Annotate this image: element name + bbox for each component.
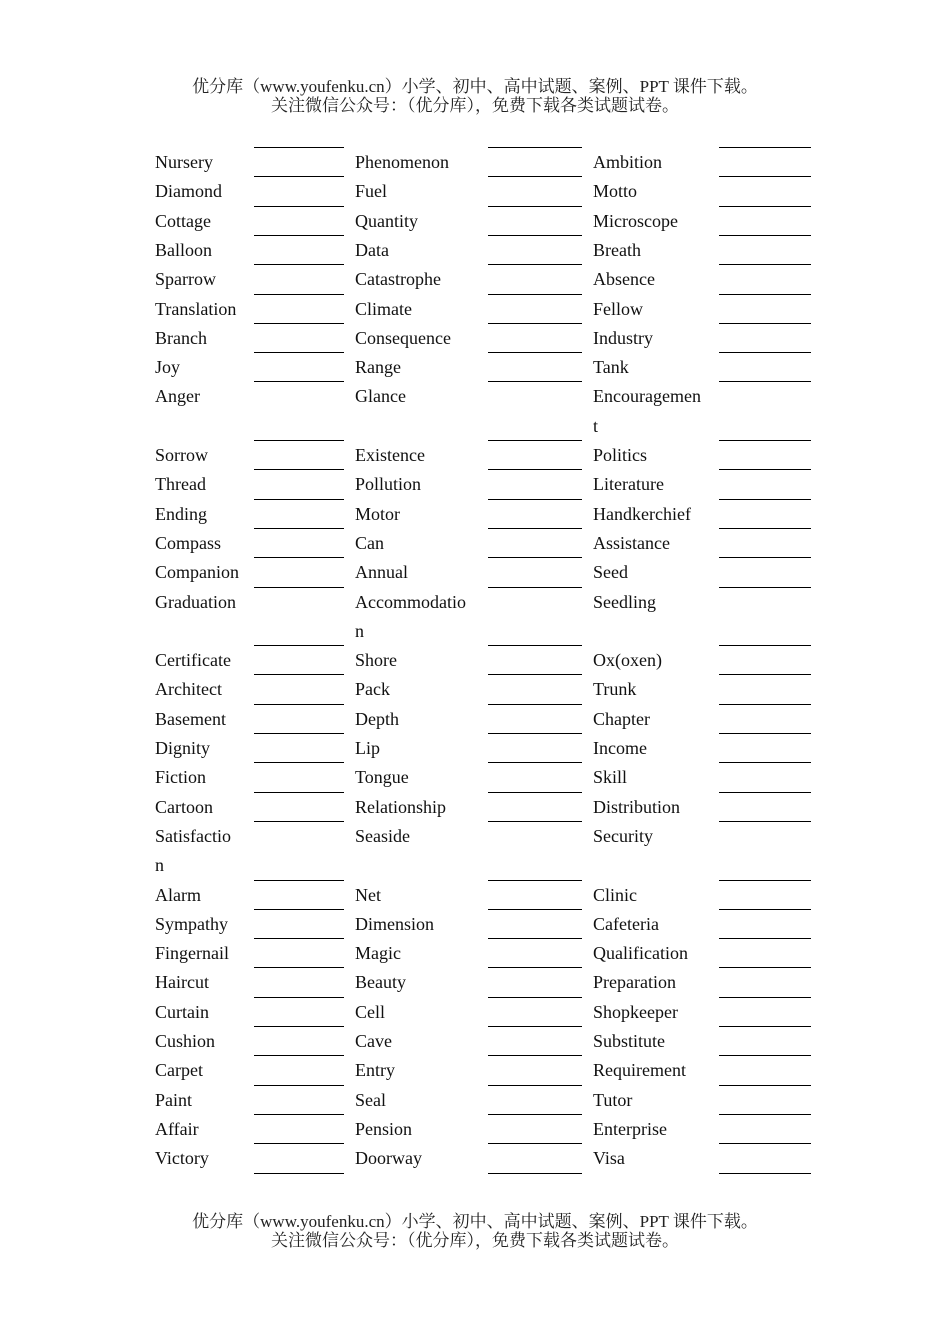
- vocab-word: Income: [593, 738, 647, 758]
- answer-blank[interactable]: [254, 557, 344, 558]
- vocab-word: Skill: [593, 767, 628, 788]
- answer-blank[interactable]: [719, 264, 811, 265]
- vocab-word: Phenomenon: [355, 152, 449, 172]
- vocab-word: Can: [355, 532, 384, 553]
- answer-blank[interactable]: [488, 1085, 582, 1086]
- answer-blank[interactable]: [254, 1026, 344, 1027]
- answer-blank[interactable]: [254, 323, 344, 324]
- footer-line-1: 优分库（www.youfenku.cn）小学、初中、高中试题、案例、PPT 课件下载。: [192, 1212, 758, 1231]
- answer-blank[interactable]: [254, 909, 344, 910]
- vocab-word: Climate: [355, 298, 412, 319]
- answer-blank[interactable]: [254, 704, 344, 705]
- vocab-word: Catastrophe: [355, 269, 441, 290]
- vocab-word: Ambition: [593, 152, 663, 172]
- vocab-word: Relationship: [355, 796, 446, 817]
- vocab-word: Chapter: [593, 708, 650, 729]
- vocab-word: Thread: [155, 474, 206, 495]
- answer-blank[interactable]: [719, 440, 811, 441]
- vocab-word: Pack: [355, 679, 390, 700]
- answer-blank[interactable]: [254, 762, 344, 763]
- vocab-word: Victory: [155, 1148, 209, 1169]
- answer-blank[interactable]: [719, 880, 811, 881]
- vocab-word: Sorrow: [155, 445, 208, 465]
- vocab-word: Tutor: [593, 1089, 633, 1110]
- vocab-word: Entry: [355, 1060, 395, 1081]
- answer-blank[interactable]: [719, 557, 811, 558]
- answer-blank[interactable]: [488, 1173, 582, 1174]
- vocab-word: Clinic: [593, 884, 637, 905]
- answer-blank[interactable]: [719, 294, 811, 295]
- vocab-word: Range: [355, 357, 401, 378]
- answer-blank[interactable]: [488, 909, 582, 910]
- vocab-word-continuation: n: [155, 855, 164, 876]
- vocab-word: Cushion: [155, 1031, 216, 1051]
- answer-blank[interactable]: [488, 967, 582, 968]
- answer-blank[interactable]: [254, 499, 344, 500]
- vocab-word: Diamond: [155, 181, 222, 202]
- vocab-word: Existence: [355, 445, 425, 465]
- vocab-word: Breath: [593, 239, 641, 260]
- vocab-word: Security: [593, 825, 653, 846]
- vocab-word: Qualification: [593, 943, 688, 964]
- vocab-word: Affair: [155, 1118, 199, 1139]
- answer-blank[interactable]: [488, 704, 582, 705]
- vocab-word: Depth: [355, 708, 399, 729]
- vocab-word: Fuel: [355, 181, 388, 202]
- vocab-word: Haircut: [155, 972, 209, 993]
- answer-blank[interactable]: [488, 1143, 582, 1144]
- answer-blank[interactable]: [719, 469, 811, 470]
- answer-blank[interactable]: [719, 381, 811, 382]
- vocab-word: Annual: [355, 562, 408, 583]
- vocab-word: Ox(oxen): [593, 650, 662, 671]
- vocab-word: Sparrow: [155, 269, 216, 290]
- header-line-1: 优分库（www.youfenku.cn）小学、初中、高中试题、案例、PPT 课件下载。: [192, 77, 758, 96]
- answer-blank[interactable]: [254, 1173, 344, 1174]
- answer-blank[interactable]: [488, 264, 582, 265]
- vocab-word: Fellow: [593, 298, 644, 319]
- answer-blank[interactable]: [254, 469, 344, 470]
- vocab-word: Data: [355, 239, 389, 260]
- answer-blank[interactable]: [254, 967, 344, 968]
- vocab-word: Satisfactio: [155, 825, 231, 846]
- vocab-word: Tongue: [355, 767, 409, 788]
- answer-blank[interactable]: [719, 704, 811, 705]
- vocab-word: Lip: [355, 738, 380, 758]
- answer-blank[interactable]: [254, 733, 344, 734]
- answer-blank[interactable]: [719, 206, 811, 207]
- vocab-word: Sympathy: [155, 913, 229, 934]
- answer-blank[interactable]: [488, 557, 582, 558]
- answer-blank[interactable]: [488, 469, 582, 470]
- vocab-word: Fingernail: [155, 943, 229, 964]
- vocab-word: Translation: [155, 298, 237, 319]
- answer-blank[interactable]: [488, 235, 582, 236]
- answer-blank[interactable]: [488, 176, 582, 177]
- vocab-word: Cottage: [155, 210, 211, 231]
- vocab-word: Net: [355, 884, 381, 905]
- answer-blank[interactable]: [488, 674, 582, 675]
- vocab-word: Basement: [155, 708, 226, 729]
- vocab-word: Accommodatio: [355, 591, 466, 612]
- vocab-word: Literature: [593, 474, 664, 495]
- vocab-word: Ending: [155, 503, 207, 524]
- vocab-word: Seedling: [593, 591, 656, 612]
- vocab-word: Requirement: [593, 1060, 686, 1081]
- answer-blank[interactable]: [488, 880, 582, 881]
- answer-blank[interactable]: [719, 997, 811, 998]
- answer-blank[interactable]: [254, 147, 344, 148]
- vocab-word-continuation: t: [593, 415, 599, 436]
- vocab-word: Paint: [155, 1089, 193, 1110]
- answer-blank[interactable]: [719, 645, 811, 646]
- vocab-word: Motto: [593, 181, 638, 202]
- answer-blank[interactable]: [254, 1143, 344, 1144]
- answer-blank[interactable]: [488, 733, 582, 734]
- vocab-word: Microscope: [593, 210, 678, 231]
- answer-blank[interactable]: [719, 176, 811, 177]
- answer-blank[interactable]: [488, 206, 582, 207]
- vocab-word: Cartoon: [155, 796, 213, 817]
- vocab-word: Cafeteria: [593, 913, 659, 934]
- answer-blank[interactable]: [254, 440, 344, 441]
- answer-blank[interactable]: [488, 381, 582, 382]
- answer-blank[interactable]: [488, 294, 582, 295]
- answer-blank[interactable]: [488, 440, 582, 441]
- vocab-word: Seal: [355, 1089, 386, 1110]
- vocab-word: Absence: [593, 269, 655, 290]
- answer-blank[interactable]: [719, 1143, 811, 1144]
- answer-blank[interactable]: [719, 499, 811, 500]
- vocab-word: Branch: [155, 327, 207, 348]
- page-footer: [0, 1212, 950, 1250]
- vocab-word: Anger: [155, 386, 200, 407]
- vocab-word: Glance: [355, 386, 406, 407]
- answer-blank[interactable]: [719, 352, 811, 353]
- vocab-word: Doorway: [355, 1148, 422, 1169]
- vocab-word: Trunk: [593, 679, 637, 700]
- answer-blank[interactable]: [719, 587, 811, 588]
- answer-blank[interactable]: [719, 674, 811, 675]
- answer-blank[interactable]: [254, 294, 344, 295]
- answer-blank[interactable]: [488, 323, 582, 324]
- answer-blank[interactable]: [254, 381, 344, 382]
- answer-blank[interactable]: [488, 587, 582, 588]
- answer-blank[interactable]: [254, 674, 344, 675]
- vocab-word: Seaside: [355, 825, 410, 846]
- vocab-word: Quantity: [355, 210, 418, 231]
- answer-blank[interactable]: [719, 1026, 811, 1027]
- answer-blank[interactable]: [488, 821, 582, 822]
- answer-blank[interactable]: [254, 792, 344, 793]
- footer-line-2: 关注微信公众号：（优分库），免费下载各类试题试卷。: [271, 1231, 679, 1250]
- header-line-2: 关注微信公众号：（优分库），免费下载各类试题试卷。: [271, 96, 679, 115]
- answer-blank[interactable]: [254, 206, 344, 207]
- answer-blank[interactable]: [719, 1055, 811, 1056]
- answer-blank[interactable]: [488, 499, 582, 500]
- answer-blank[interactable]: [254, 938, 344, 939]
- vocab-word: Cell: [355, 1001, 385, 1022]
- answer-blank[interactable]: [719, 147, 811, 148]
- vocab-word: Graduation: [155, 591, 236, 612]
- vocab-word: Politics: [593, 445, 648, 465]
- answer-blank[interactable]: [719, 1173, 811, 1174]
- answer-blank[interactable]: [254, 587, 344, 588]
- answer-blank[interactable]: [488, 792, 582, 793]
- vocab-word: Fiction: [155, 767, 207, 788]
- answer-blank[interactable]: [488, 147, 582, 148]
- vocab-word: Consequence: [355, 327, 451, 348]
- vocab-word: Shore: [355, 650, 397, 671]
- answer-blank[interactable]: [719, 528, 811, 529]
- vocab-word: Preparation: [593, 972, 676, 993]
- answer-blank[interactable]: [488, 997, 582, 998]
- answer-blank[interactable]: [254, 1055, 344, 1056]
- answer-blank[interactable]: [254, 264, 344, 265]
- answer-blank[interactable]: [254, 528, 344, 529]
- answer-blank[interactable]: [254, 1085, 344, 1086]
- answer-blank[interactable]: [254, 997, 344, 998]
- vocab-word: Dimension: [355, 913, 434, 934]
- vocab-word: Dignity: [155, 738, 211, 758]
- answer-blank[interactable]: [488, 938, 582, 939]
- vocab-word: Distribution: [593, 796, 681, 817]
- vocab-word: Tank: [593, 357, 629, 378]
- vocab-word: Compass: [155, 532, 222, 553]
- answer-blank[interactable]: [254, 235, 344, 236]
- vocab-word: Pension: [355, 1118, 413, 1139]
- answer-blank[interactable]: [719, 792, 811, 793]
- answer-blank[interactable]: [488, 645, 582, 646]
- answer-blank[interactable]: [488, 762, 582, 763]
- vocab-word: Nursery: [155, 152, 213, 172]
- vocab-word: Handkerchief: [593, 503, 691, 524]
- vocab-word: Carpet: [155, 1060, 203, 1081]
- vocab-word: Industry: [593, 327, 653, 348]
- vocab-word: Seed: [593, 562, 628, 583]
- answer-blank[interactable]: [719, 938, 811, 939]
- answer-blank[interactable]: [719, 323, 811, 324]
- vocab-word: Balloon: [155, 239, 212, 260]
- answer-blank[interactable]: [488, 1026, 582, 1027]
- vocab-word: Encouragemen: [593, 386, 701, 407]
- vocab-word: Motor: [355, 503, 400, 524]
- answer-blank[interactable]: [719, 762, 811, 763]
- answer-blank[interactable]: [488, 1114, 582, 1115]
- answer-blank[interactable]: [254, 645, 344, 646]
- answer-blank[interactable]: [254, 880, 344, 881]
- answer-blank[interactable]: [254, 176, 344, 177]
- vocab-word: Shopkeeper: [593, 1001, 678, 1022]
- answer-blank[interactable]: [254, 1114, 344, 1115]
- vocab-word: Pollution: [355, 474, 422, 495]
- vocab-word-continuation: n: [355, 620, 364, 641]
- answer-blank[interactable]: [719, 967, 811, 968]
- vocab-word: Companion: [155, 562, 239, 583]
- vocab-word: Alarm: [155, 884, 201, 905]
- answer-blank[interactable]: [488, 1055, 582, 1056]
- answer-blank[interactable]: [719, 821, 811, 822]
- answer-blank[interactable]: [254, 821, 344, 822]
- vocab-word: Joy: [155, 357, 181, 378]
- answer-blank[interactable]: [719, 1114, 811, 1115]
- answer-blank[interactable]: [488, 352, 582, 353]
- vocab-word: Visa: [593, 1148, 625, 1169]
- vocab-word: Architect: [155, 679, 222, 700]
- vocab-word: Cave: [355, 1031, 392, 1051]
- answer-blank[interactable]: [719, 733, 811, 734]
- vocab-word: Curtain: [155, 1001, 209, 1022]
- vocab-word: Beauty: [355, 972, 406, 993]
- vocab-word: Magic: [355, 943, 401, 964]
- answer-blank[interactable]: [719, 235, 811, 236]
- answer-blank[interactable]: [719, 1085, 811, 1086]
- answer-blank[interactable]: [719, 909, 811, 910]
- answer-blank[interactable]: [254, 352, 344, 353]
- vocab-word: Substitute: [593, 1031, 666, 1051]
- vocab-word: Enterprise: [593, 1118, 667, 1139]
- answer-blank[interactable]: [488, 528, 582, 529]
- vocab-word: Assistance: [593, 532, 670, 553]
- vocab-word: Certificate: [155, 650, 231, 671]
